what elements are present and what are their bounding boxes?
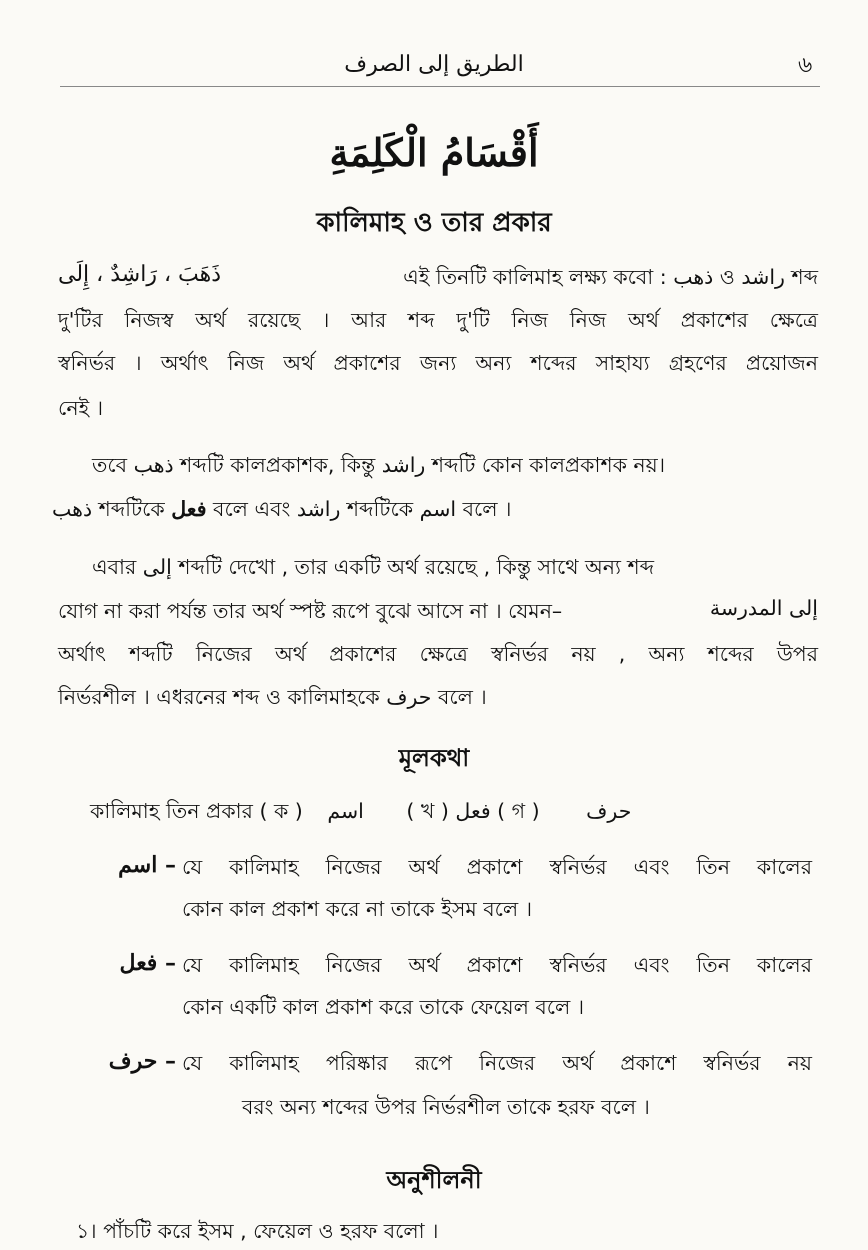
summary-heading: মূলকথা [398,744,470,772]
def-ism-line2: কোন কাল প্রকাশ করে না তাকে ইসম বলে । [182,897,533,921]
def-fil-line1: যে কালিমাহ নিজের অর্থ প্রকাশে স্বনির্ভর এবং তিন কালের [182,953,812,977]
p3-arabic-example: إلى المدرسة [709,596,818,620]
summary-line [90,796,820,830]
def-ism-term: اسم – [118,852,176,878]
summary-ism: اسم [327,799,364,823]
p1-line4: নেই । [58,396,104,420]
p2-text-a: তবে [92,453,128,477]
p2-text-d: শব্দটিকে [98,497,165,521]
def-harf-line2: বরং অন্য শব্দের উপর নির্ভরশীল তাকে হরফ বলে । [242,1095,650,1119]
p2-line1 [92,450,818,484]
def-ism-line1: যে কালিমাহ নিজের অর্থ প্রকাশে স্বনির্ভর এবং তিন কালের [182,855,812,879]
p3-text-e: বলে । [437,685,487,709]
p2-arabic-dhahaba: ذهب [133,453,174,477]
p3-line1 [92,552,818,586]
exercise-item-number: ১। [76,1219,97,1243]
summary-harf: حرف [586,799,632,823]
exercise-item-text: পাঁচটি করে ইসম , ফেয়েল ও হরফ বলো । [103,1219,439,1243]
p3-arabic-harf: حرف [386,685,432,709]
p1-line1 [58,262,818,296]
p2-line2 [52,494,812,528]
p3-text-a: এবার [92,555,137,579]
p3-text-c: যোগ না করা পর্যন্ত তার অর্থ স্পষ্ট রূপে বুঝে আসে না । যেমন– [58,599,563,623]
def-harf-line1: যে কালিমাহ পরিষ্কার রূপে নিজের অর্থ প্রকাশে স্বনির্ভর নয় [182,1051,812,1075]
p2-arabic-rashid-2: راشد [296,497,341,521]
def-fil-term: فعل – [119,950,176,976]
p2-text-f: শব্দটিকে [346,497,414,521]
p2-arabic-ism: اسم [419,497,457,521]
exercise-heading: অনুশীলনী [386,1166,482,1194]
p2-text-b: শব্দটি কালপ্রকাশক, কিন্তু [180,453,376,477]
p1-line2: দু'টির নিজস্ব অর্থ রয়েছে । আর শব্দ দু'টি নিজ নিজ অর্থ প্রকাশের ক্ষেত্রে [58,308,818,332]
exercise-item-1 [76,1216,836,1250]
running-header-title: الطريق إلى الصرف [344,52,524,77]
summary-kh: ( খ ) [406,799,449,823]
header-rule [60,86,820,87]
p2-text-c: শব্দটি কোন কালপ্রকাশক নয়। [431,453,666,477]
p1-line3: স্বনির্ভর । অর্থাৎ নিজ অর্থ প্রকাশের জন্য অন্য শব্দের সাহায্য গ্রহণের প্রয়োজন [58,351,818,375]
p1-arabic-words: ذَهَبَ ، رَاشِدٌ ، إِلَى [58,262,222,287]
p2-text-g: বলে । [462,497,512,521]
def-fil-line2: কোন একটি কাল প্রকাশ করে তাকে ফেয়েল বলে । [182,995,585,1019]
p3-line2 [58,596,818,630]
summary-fil: فعل [455,799,491,823]
p3-text-d: নির্ভরশীল । এধরনের শব্দ ও কালিমাহকে [58,685,380,709]
summary-intro: কালিমাহ তিন প্রকার [90,799,253,823]
p2-arabic-dhahaba-2: ذهب [52,497,93,521]
p3-line3: অর্থাৎ শব্দটি নিজের অর্থ প্রকাশের ক্ষেত্রে স্বনির্ভর নয় , অন্য শব্দের উপর [58,642,818,666]
page-number: ৬ [798,53,813,78]
p1-line1-text: এই তিনটি কালিমাহ লক্ষ্য কবো : ذهب ও راشد শব্দ [403,265,818,289]
summary-g: ( গ ) [497,799,540,823]
p2-arabic-rashid: راشد [381,453,426,477]
p2-arabic-fil: فعل [171,497,207,521]
p3-text-b: শব্দটি দেখো , তার একটি অর্থ রয়েছে , কিন্তু সাথে অন্য শব্দ [178,555,654,579]
def-harf-term: حرف – [108,1048,176,1074]
p3-arabic-ila: إلى [142,555,172,579]
bengali-chapter-title: কালিমাহ ও তার প্রকার [316,208,552,238]
arabic-chapter-title: أَقْسَامُ الْكَلِمَةِ [329,130,539,175]
p3-line4 [58,682,818,716]
summary-k: ( ক ) [259,799,303,823]
p2-text-e: বলে এবং [213,497,291,521]
